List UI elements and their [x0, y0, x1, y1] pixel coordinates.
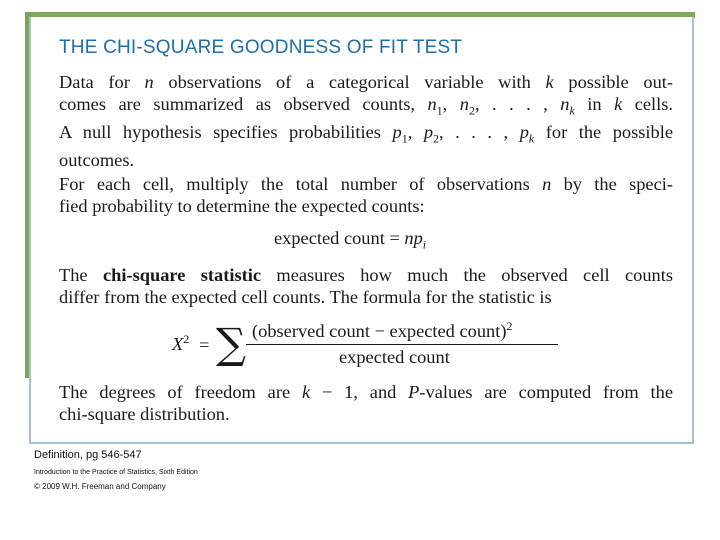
- paragraph-freedom: The degrees of freedom are k − 1, and P-values are computed from the chi-square distribution.: [59, 382, 674, 424]
- summation-sign: ∑: [216, 319, 246, 368]
- formula-numerator: (observed count − expected count)$^2$: [252, 319, 513, 342]
- page-title: THE CHI-SQUARE GOODNESS OF FIT TEST: [59, 37, 463, 58]
- definition-reference: Definition, pg 546-547: [34, 449, 142, 461]
- expected-count-formula: expected count = $np_i$: [274, 228, 427, 252]
- formula-denominator: expected count: [339, 347, 450, 367]
- fraction-bar: [246, 344, 558, 345]
- paragraph-data: Data for n observations of a categorical variable with k possible out- comes are summarized as observed counts, $n_1$, $n_2$, . . . , $n_k$ in k cells. A null hypothesis specifies probabilities $p_1$, $p_2$, . . . , $p_k$ for the possible outcomes.: [59, 72, 674, 170]
- book-reference: Introduction to the Practice of Statistics, Sixth Edition: [34, 469, 198, 476]
- paragraph-statistic: The chi-square statistic measures how much the observed cell counts differ from the expected cell counts. The formula for the statistic is: [59, 265, 673, 307]
- copyright-notice: © 2009 W.H. Freeman and Company: [34, 482, 166, 491]
- paragraph-expected: For each cell, multiply the total number of observations n by the speci- fied probability to determine the expected counts:: [59, 174, 673, 216]
